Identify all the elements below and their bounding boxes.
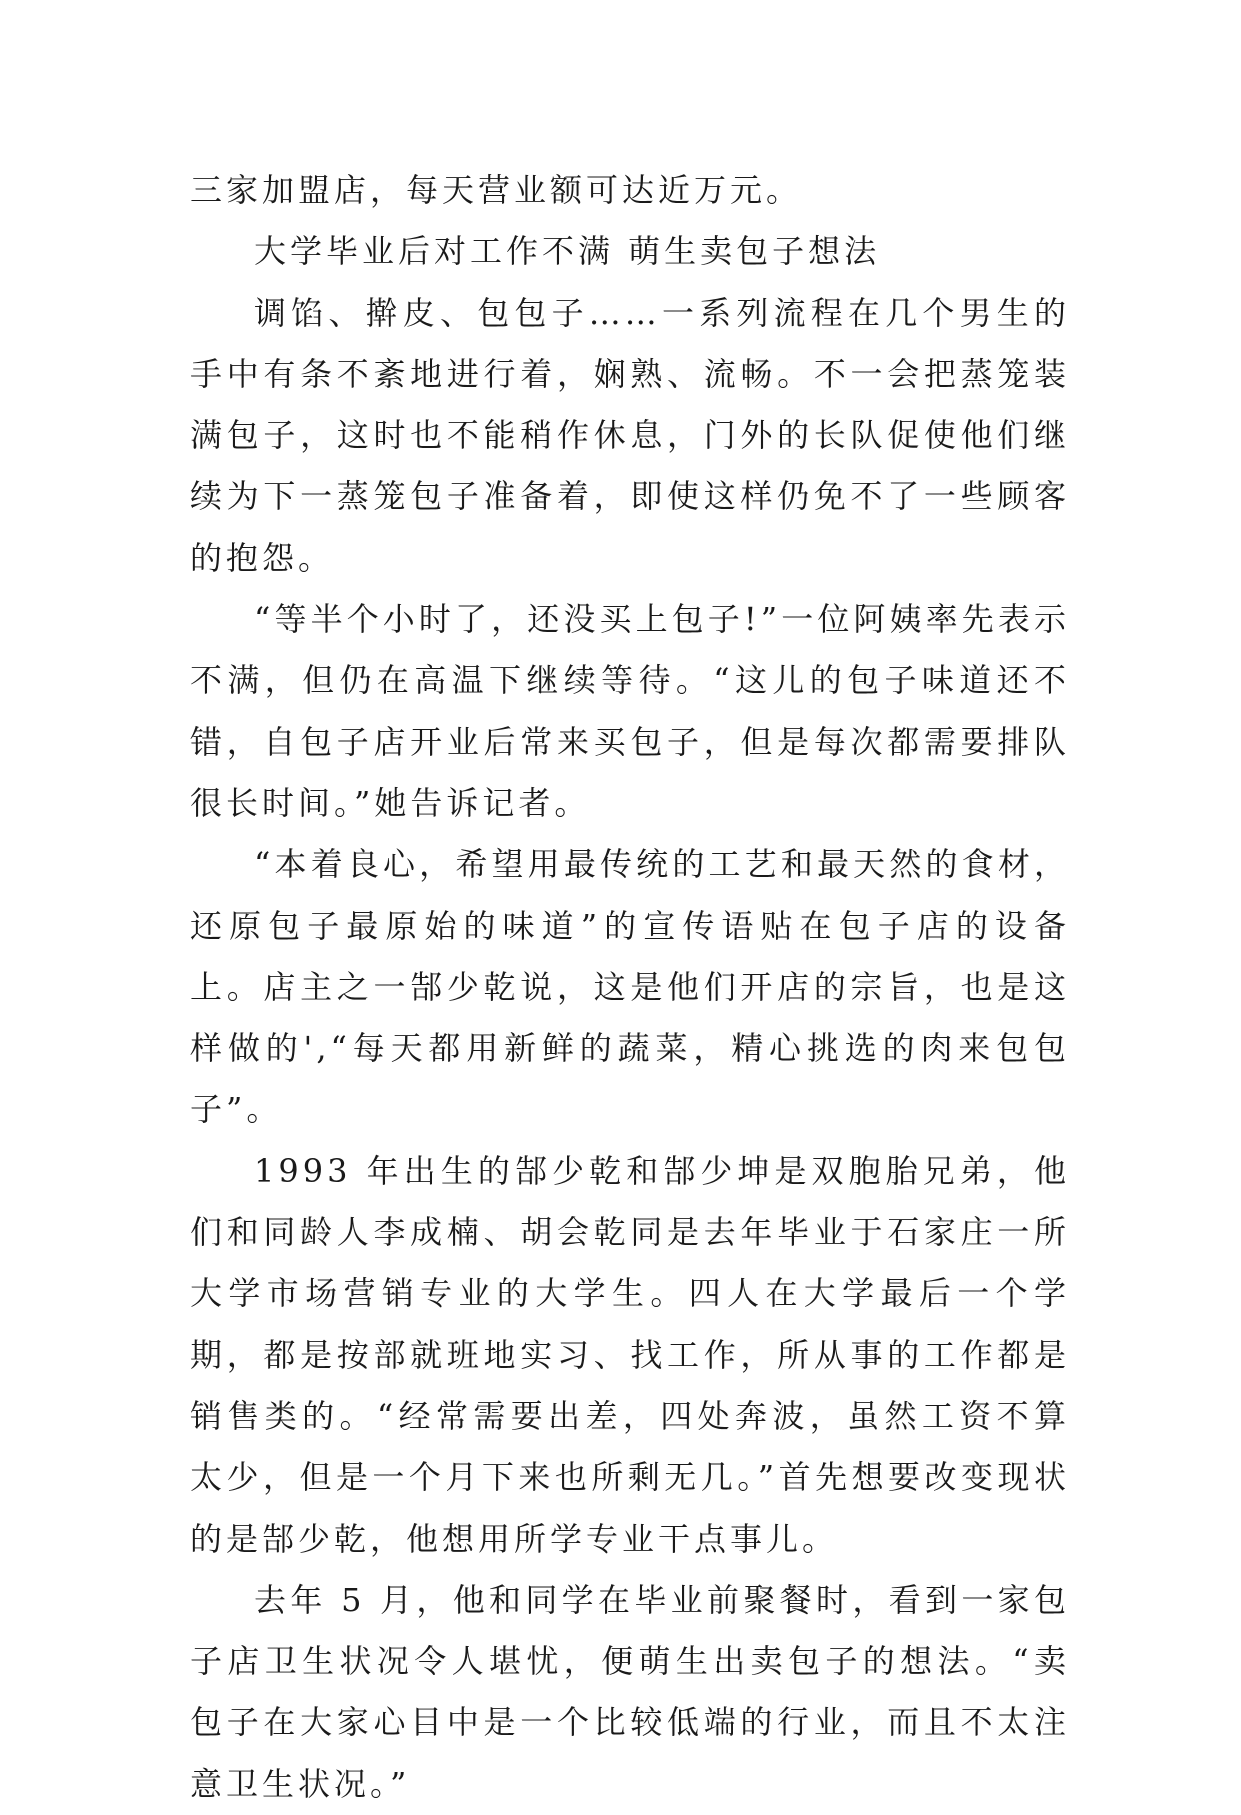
paragraph-1: 三家加盟店，每天营业额可达近万元。: [190, 171, 803, 209]
paragraph-5: 1993 年出生的郜少乾和郜少坤是双胞胎兄弟，他们和同龄人李成楠、胡会乾同是去年毕业于石家庄一所大学市场营销专业的大学生。四人在大学最后一个学期，都是按部就班地实习、找工作，所从事的工作都是销售类的。“经常需要出差，四处奔波，虽然工资不算太少，但是一个月下来也所剩无几。”首先想要改变现状的是郜少乾，他想用所学专业干点事儿。: [190, 1151, 1070, 1558]
paragraph-3: “等半个小时了，还没买上包子!”一位阿姨率先表示不满，但仍在高温下继续等待。“这儿的包子味道还不错，自包子店开业后常来买包子，但是每次都需要排队很长时间。”她告诉记者。: [190, 600, 1070, 822]
paragraph-2: 调馅、擀皮、包包子……一系列流程在几个男生的手中有条不紊地进行着，娴熟、流畅。不一会把蒸笼装满包子，这时也不能稍作休息，门外的长队促使他们继续为下一蒸笼包子准备着，即使这样仍免不了一些顾客的抱怨。: [190, 293, 1070, 577]
paragraph-6: 去年 5 月，他和同学在毕业前聚餐时，看到一家包子店卫生状况令人堪忧，便萌生出卖包子的想法。“卖包子在大家心目中是一个比较低端的行业，而且不太注意卫生状况。”: [190, 1580, 1070, 1803]
paragraph-4: “本着良心，希望用最传统的工艺和最天然的食材，还原包子最原始的味道”的宣传语贴在包子店的设备上。店主之一郜少乾说，这是他们开店的宗旨，也是这样做的',“每天都用新鲜的蔬菜，精心挑选的肉来包包子”。: [190, 845, 1070, 1129]
document-body: [190, 160, 1070, 1815]
section-heading: 大学毕业后对工作不满 萌生卖包子想法: [254, 232, 881, 271]
